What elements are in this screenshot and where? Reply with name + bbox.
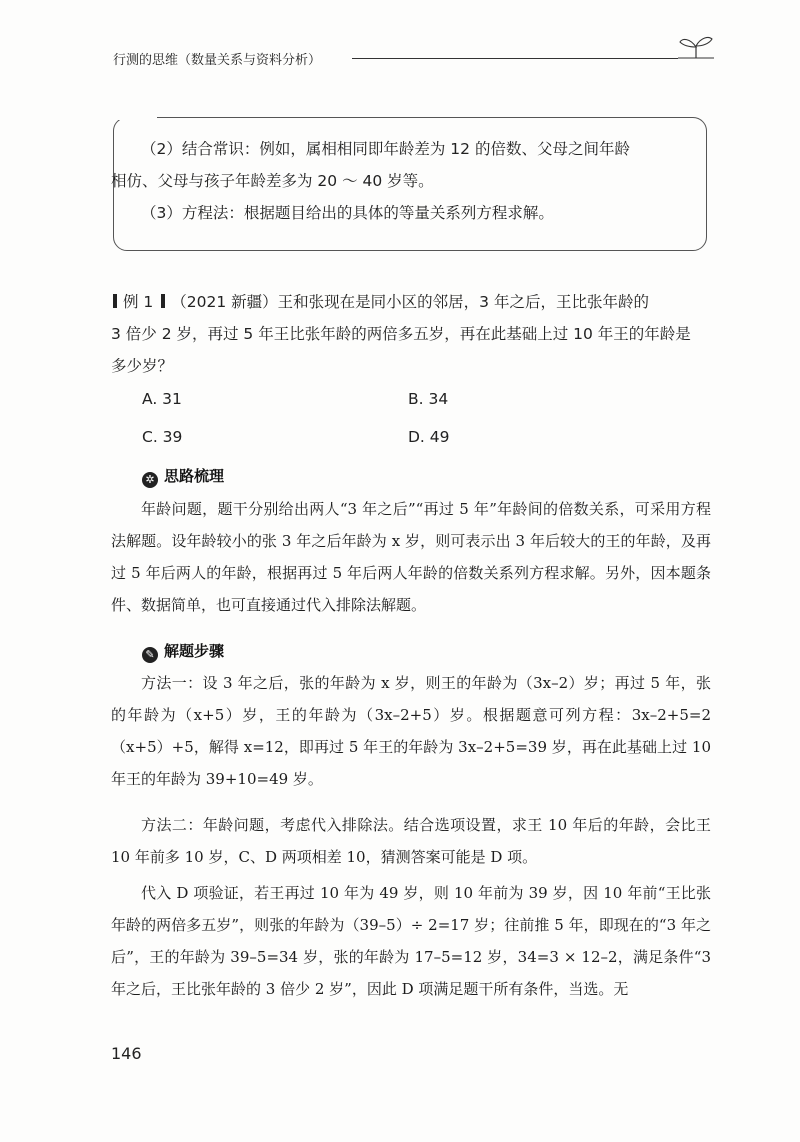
section-heading-thinking — [142, 465, 224, 488]
option-d: D. 49 — [408, 428, 450, 446]
gear-icon: ✲ — [142, 472, 158, 488]
section-title-thinking: 思路梳理 — [164, 467, 225, 485]
section-heading-steps — [142, 640, 224, 663]
steps-body-3 — [111, 877, 711, 1005]
steps-body-1 — [111, 667, 711, 795]
sprout-icon — [676, 34, 716, 60]
example-line-3: 多少岁？ — [111, 357, 174, 375]
steps-paragraph-2: 方法二：年龄问题，考虑代入排除法。结合选项设置，求王 10 年后的年龄，会比王 10 年前多 10 岁，C、D 两项相差 10，猜测答案可能是 D 项。 — [111, 816, 711, 866]
example-label: 例 1 — [123, 293, 154, 311]
option-b: B. 34 — [408, 390, 449, 408]
thinking-body — [111, 493, 711, 621]
option-a: A. 31 — [142, 390, 182, 408]
running-header-title: 行测的思维（数量关系与资料分析） — [113, 53, 322, 68]
callout-tab — [113, 114, 157, 120]
steps-paragraph-1: 方法一：设 3 年之后，张的年龄为 x 岁，则王的年龄为（3x–2）岁；再过 5 年，张的年龄为（x+5）岁，王的年龄为（3x–2+5）岁。根据题意可列方程：3x–2+5=2（x+5）+5，解得 x=12，即再过 5 年王的年龄为 3x–2+5=39 岁，再在此基础上过 10 年王的年龄为 39+10=49 岁。 — [111, 674, 711, 788]
example-question — [111, 286, 711, 382]
example-line-2: 3 倍少 2 岁，再过 5 年王比张年龄的两倍多五岁，再在此基础上过 10 年王的年龄是 — [111, 325, 691, 343]
thinking-paragraph: 年龄问题，题干分别给出两人“3 年之后”“再过 5 年”年龄间的倍数关系，可采用方程法解题。设年龄较小的张 3 年之后年龄为 x 岁，则可表示出 3 年后较大的王的年龄，及再过 5 年后两人的年龄，根据再过 5 年后两人年龄的倍数关系列方程求解。另外，因本题条件、数据简单，也可直接通过代入排除法解题。 — [111, 500, 711, 614]
callout-text — [111, 133, 686, 229]
callout-line-3: （3）方程法：根据题目给出的具体的等量关系列方程求解。 — [141, 204, 554, 222]
callout-line-1: （2）结合常识：例如，属相相同即年龄差为 12 的倍数、父母之间年龄 — [141, 140, 630, 158]
steps-body-2 — [111, 809, 711, 873]
steps-paragraph-3: 代入 D 项验证，若王再过 10 年为 49 岁，则 10 年前为 39 岁，因 10 年前“王比张年龄的两倍多五岁”，则张的年龄为（39–5）÷ 2=17 岁；往前推 5 年，即现在的“3 年之后”，王的年龄为 39–5=34 岁，张的年龄为 17–5=12 岁，34=3 × 12–2，满足条件“3 年之后，王比张年龄的 3 倍少 2 岁”，因此 D 项满足题干所有条件，当选。无 — [111, 884, 711, 998]
section-title-steps: 解题步骤 — [164, 642, 225, 660]
example-marker-right — [161, 294, 165, 308]
option-c: C. 39 — [142, 428, 183, 446]
header-rule — [352, 58, 678, 59]
example-line-1: （2021 新疆）王和张现在是同小区的邻居，3 年之后，王比张年龄的 — [171, 293, 649, 311]
page-number: 146 — [111, 1044, 142, 1063]
pencil-icon: ✎ — [142, 647, 158, 663]
callout-line-2: 相仿、父母与孩子年龄差多为 20 ～ 40 岁等。 — [111, 172, 434, 190]
example-marker-left — [113, 294, 117, 308]
